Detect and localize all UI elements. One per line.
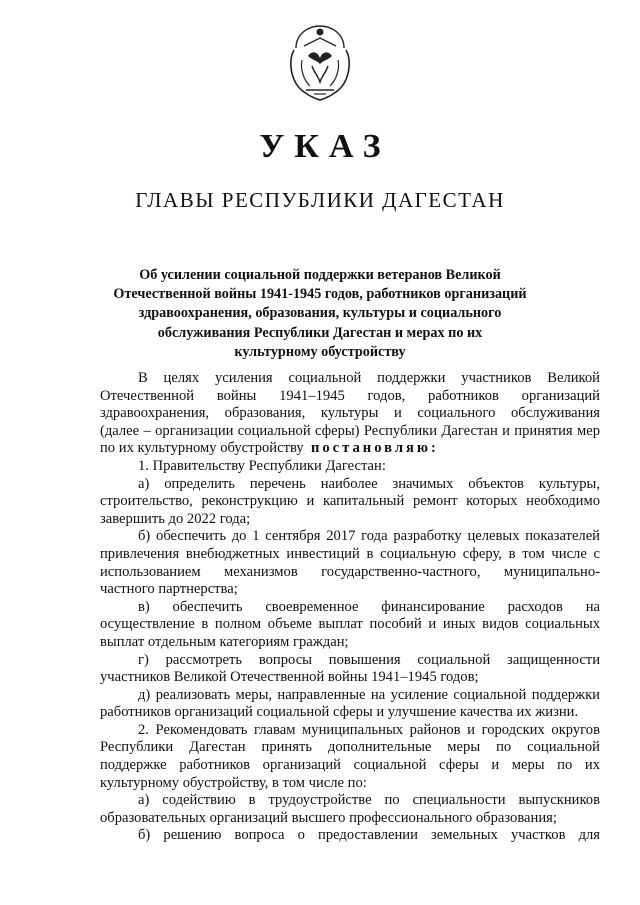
paragraph-line: строительство, реконструкцию и капитальный ремонт которых необходимо (100, 493, 600, 510)
preamble-line: В целях усиления социальной поддержки участников Великой (138, 370, 600, 386)
paragraph-line: культурному обустройству, в том числе по: (100, 774, 367, 791)
paragraph-line: Республики Дагестан принять дополнительные меры по социальной (100, 739, 600, 756)
paragraph-line: завершить до 2022 года; (100, 510, 251, 527)
decree-items (100, 458, 600, 845)
paragraph-line: поддержке работников организаций социальной сферы и меры по их (100, 757, 600, 774)
paragraph-line: привлечения внебюджетных инвестиций в социальную сферу, в том числе с (100, 545, 600, 562)
preamble-line (100, 440, 600, 458)
paragraph-line: участников Великой Отечественной войны 1941–1945 годов; (100, 669, 479, 686)
decree-operative-word: постановляю: (310, 440, 439, 457)
paragraph-line: 2. Рекомендовать главам муниципальных районов и городских округов (138, 721, 600, 738)
decree-title-line: Отечественной войны 1941-1945 годов, работников организаций (113, 286, 527, 303)
paragraph-line: частного партнерства; (100, 581, 238, 598)
decree-title-line: культурному обустройству (234, 343, 406, 360)
document-type-heading: УКАЗ (259, 128, 391, 165)
decree-title (110, 266, 530, 362)
decree-title-line: обслуживания Республики Дагестан и мерах по их (157, 324, 483, 341)
issuing-authority: ГЛАВЫ РЕСПУБЛИКИ ДАГЕСТАН (135, 188, 505, 212)
preamble-line: Отечественной войны 1941–1945 годов, работников организаций (100, 387, 600, 404)
decree-body (100, 370, 600, 845)
paragraph-line: выплат отдельным категориям граждан; (100, 633, 349, 650)
paragraph-line: работников организаций социальной сферы и улучшение качества их жизни. (100, 704, 579, 721)
paragraph-line: образовательных организаций высшего профессионального образования; (100, 809, 557, 826)
dagestan-coat-of-arms-icon (284, 20, 356, 106)
preamble-line-text: по их культурному обустройству (100, 440, 304, 457)
preamble-line: (далее – организации социальной сферы) Республики Дагестан и принятия мер (100, 422, 600, 439)
preamble-line: здравоохранения, образования, культуры и социального обслуживания (100, 405, 600, 422)
paragraph-line: осуществление в полном объеме выплат пособий и иных видов социальных (100, 616, 600, 633)
paragraph-line: в) обеспечить своевременное финансирование расходов на (138, 598, 600, 615)
paragraph-line: д) реализовать меры, направленные на усиление социальной поддержки (138, 686, 600, 703)
decree-title-line: здравоохранения, образования, культуры и социального (138, 305, 502, 322)
paragraph-line: использованием механизмов государственно-частного, муниципально- (100, 563, 600, 580)
paragraph-line: а) содействию в трудоустройстве по специальности выпускников (138, 792, 600, 809)
paragraph-line: б) обеспечить до 1 сентября 2017 года разработку целевых показателей (138, 528, 600, 545)
decree-title-line: Об усилении социальной поддержки ветеранов Великой (139, 267, 501, 283)
paragraph-line: а) определить перечень наиболее значимых объектов культуры, (138, 475, 600, 492)
paragraph-line: б) решению вопроса о предоставлении земельных участков для (138, 827, 600, 844)
paragraph-line: г) рассмотреть вопросы повышения социальной защищенности (138, 651, 600, 668)
paragraph-line: 1. Правительству Республики Дагестан: (138, 457, 386, 474)
